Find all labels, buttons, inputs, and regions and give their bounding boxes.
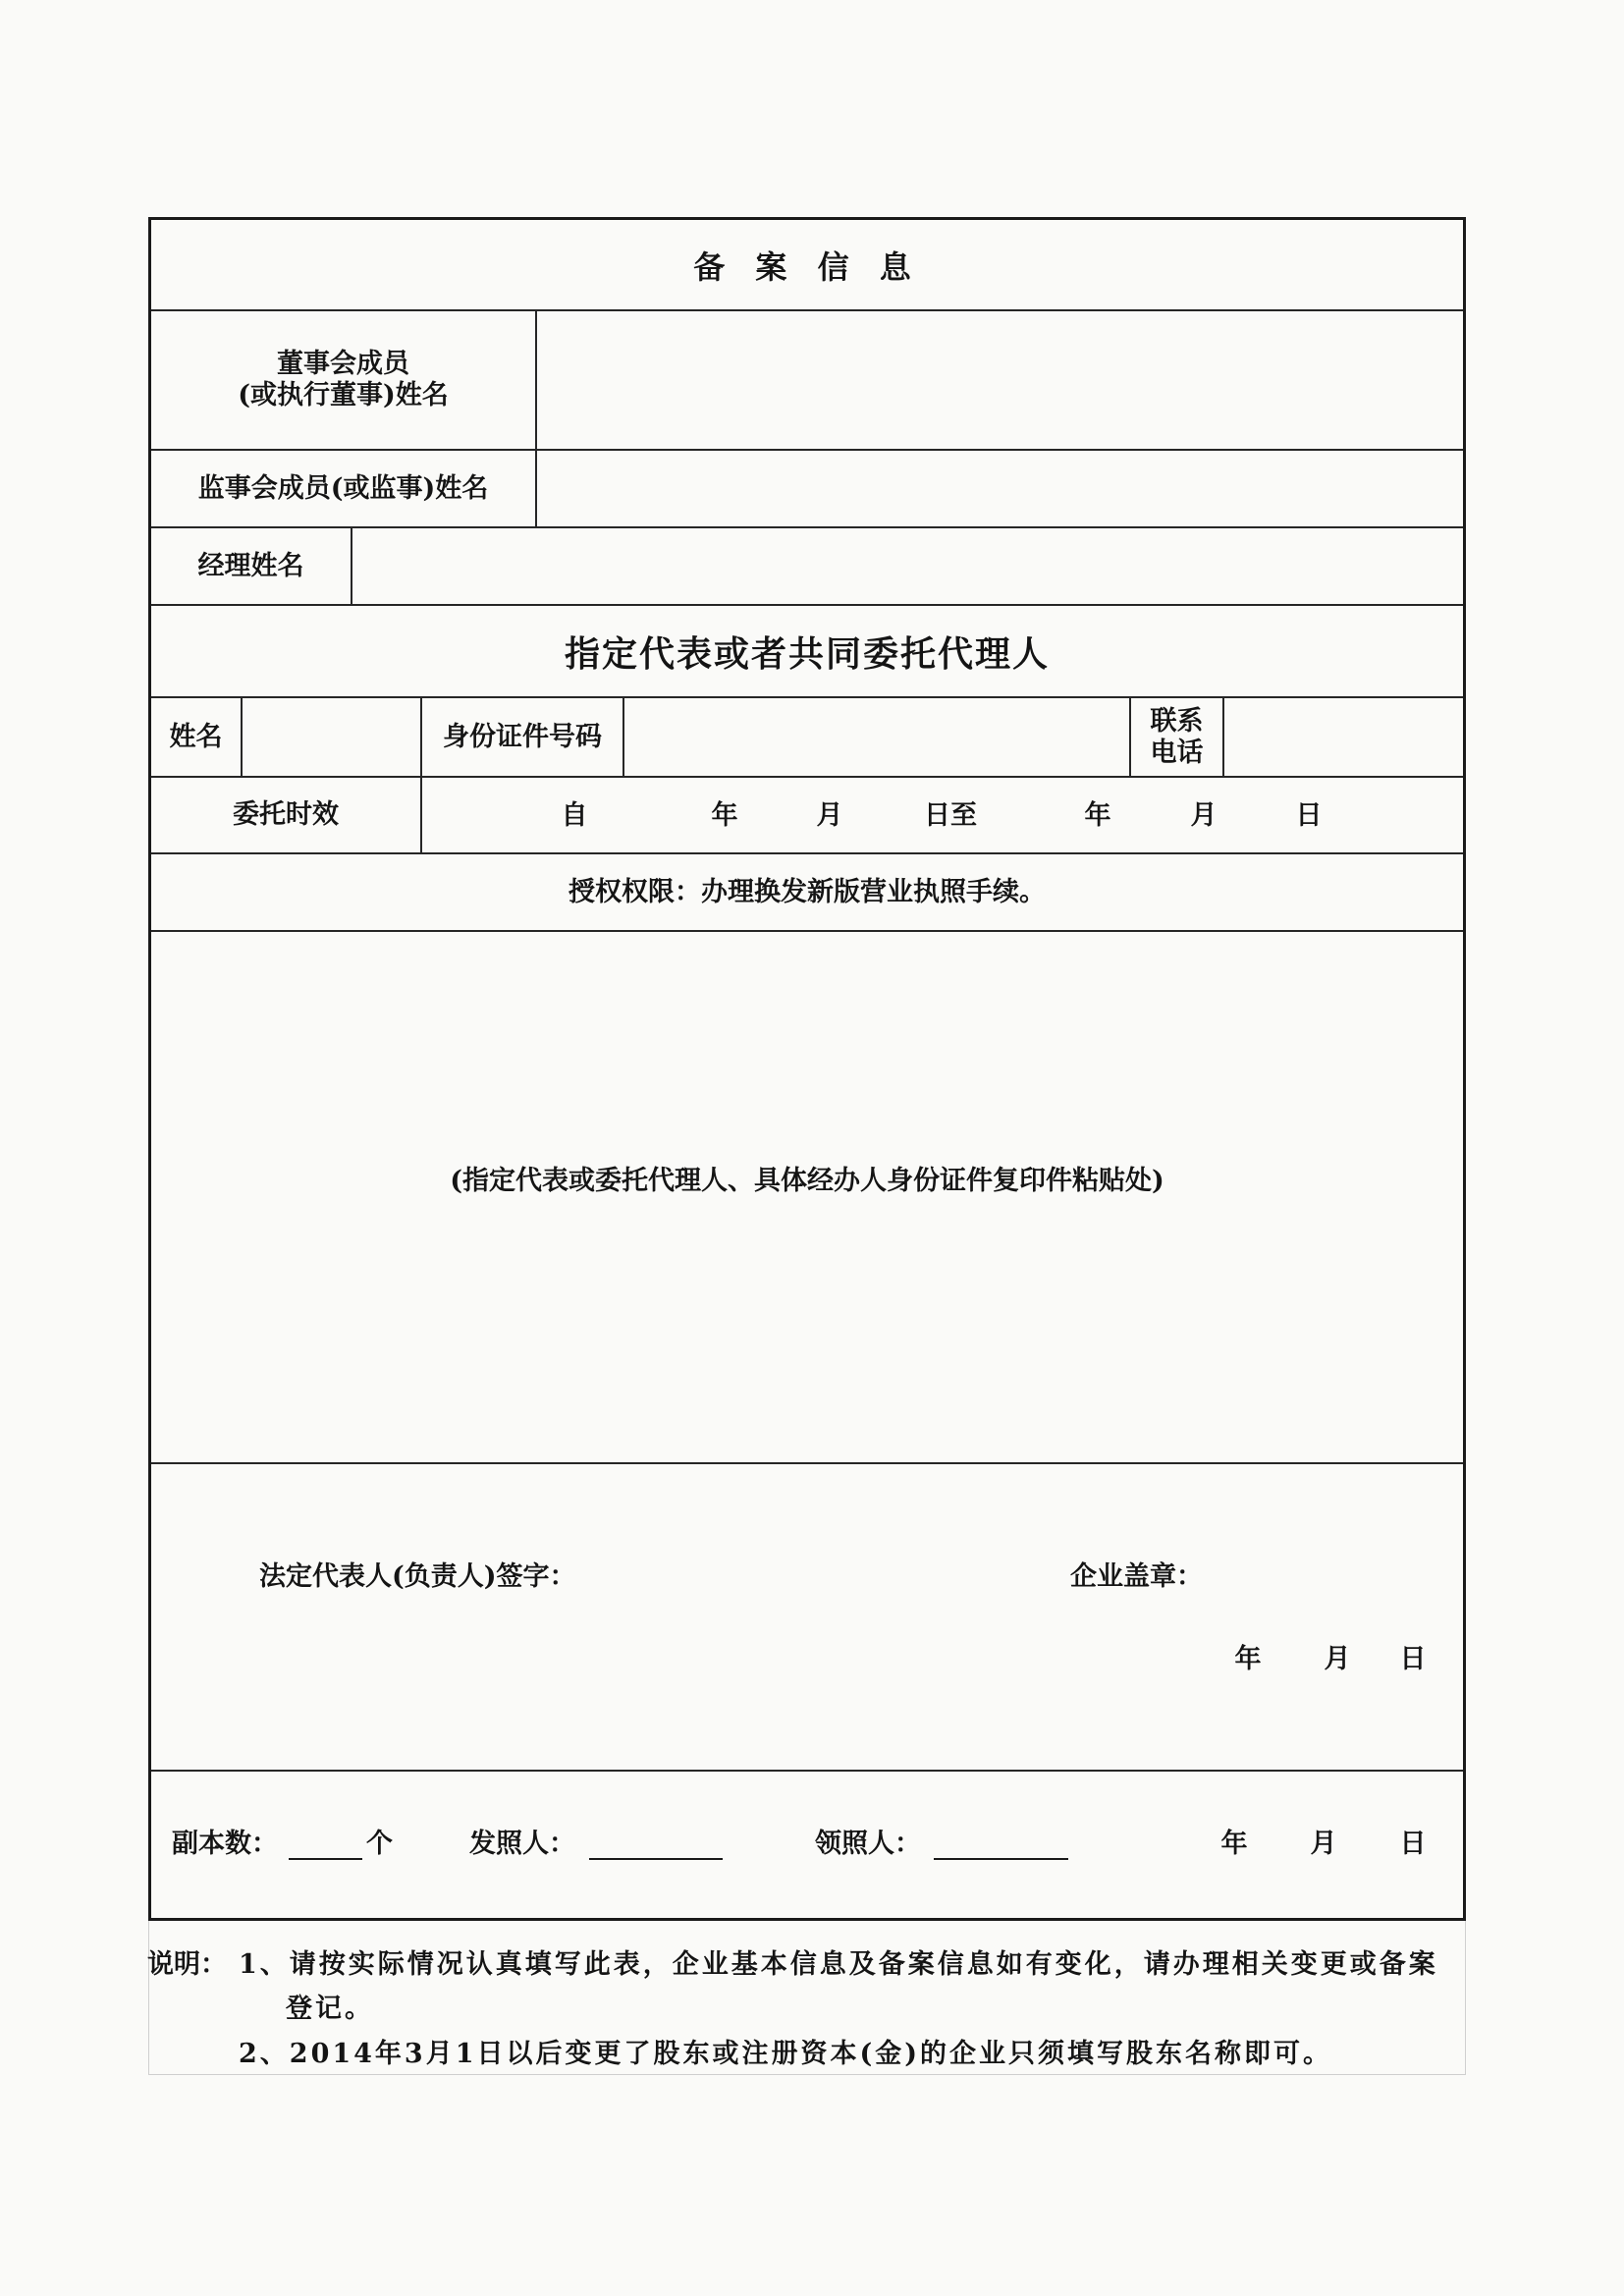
manager-label: 经理姓名 bbox=[197, 550, 304, 581]
id-copy-note: (指定代表或委托代理人、具体经办人身份证件复印件粘贴处) bbox=[450, 1166, 1164, 1196]
validity-to-year: 年 bbox=[1084, 800, 1111, 831]
id-copy-paste-area bbox=[151, 932, 1463, 1464]
filing-info-form bbox=[148, 217, 1466, 1921]
authority-row bbox=[151, 854, 1463, 932]
validity-from-month: 月 bbox=[816, 800, 843, 831]
validity-from-year: 年 bbox=[711, 800, 738, 831]
signature-day: 日 bbox=[1399, 1644, 1427, 1674]
issuer-label: 发照人： bbox=[469, 1829, 575, 1859]
validity-from: 自 bbox=[561, 800, 588, 831]
agent-name-label-cell bbox=[151, 698, 243, 776]
agent-id-label-cell bbox=[422, 698, 624, 776]
agent-heading-row bbox=[151, 606, 1463, 698]
issuance-row bbox=[151, 1772, 1463, 1918]
legal-rep-signature-label: 法定代表人(负责人)签字： bbox=[259, 1561, 576, 1592]
signature-area bbox=[151, 1464, 1463, 1772]
notes-item1-line2: 登记。 bbox=[286, 1994, 374, 2024]
supervisors-label-cell bbox=[151, 451, 537, 526]
notes-item1-line1: 1、请按实际情况认真填写此表，企业基本信息及备案信息如有变化，请办理相关变更或备案 bbox=[239, 1949, 1438, 1980]
agent-name-label: 姓名 bbox=[169, 721, 223, 752]
agent-name-field bbox=[243, 698, 422, 776]
directors-value-field bbox=[537, 311, 1463, 449]
agent-heading-cell bbox=[151, 606, 1463, 696]
agent-id-label: 身份证件号码 bbox=[443, 721, 602, 752]
signature-year: 年 bbox=[1234, 1644, 1262, 1674]
copies-unit: 个 bbox=[366, 1829, 393, 1859]
receiver-blank bbox=[934, 1831, 1068, 1860]
validity-from-day-to: 日至 bbox=[924, 800, 977, 831]
title-cell bbox=[151, 220, 1463, 309]
authority-cell bbox=[151, 854, 1463, 930]
agent-phone-field bbox=[1224, 698, 1463, 776]
agent-id-field bbox=[624, 698, 1131, 776]
supervisors-row bbox=[151, 451, 1463, 528]
validity-label: 委托时效 bbox=[233, 799, 339, 830]
copies-label: 副本数： bbox=[172, 1829, 278, 1859]
validity-row bbox=[151, 778, 1463, 854]
issuer-blank bbox=[589, 1831, 723, 1860]
section-title: 备 案 信 息 bbox=[693, 247, 921, 286]
issuance-day: 日 bbox=[1399, 1829, 1427, 1859]
directors-label-cell bbox=[151, 311, 537, 449]
directors-label-line2: (或执行董事)姓名 bbox=[238, 380, 449, 410]
title-row bbox=[151, 220, 1463, 311]
directors-row bbox=[151, 311, 1463, 451]
supervisors-value-field bbox=[537, 451, 1463, 526]
agent-info-row bbox=[151, 698, 1463, 778]
agent-heading: 指定代表或者共同委托代理人 bbox=[564, 632, 1050, 675]
agent-phone-label-line1: 联系 bbox=[1150, 705, 1204, 737]
validity-value-field bbox=[422, 778, 1463, 852]
manager-label-cell bbox=[151, 528, 352, 604]
supervisors-label: 监事会成员(或监事)姓名 bbox=[197, 472, 489, 504]
manager-value-field bbox=[352, 528, 1463, 604]
issuance-year: 年 bbox=[1220, 1829, 1248, 1859]
company-seal-label: 企业盖章： bbox=[1070, 1561, 1203, 1592]
agent-phone-label-line2: 电话 bbox=[1150, 737, 1204, 768]
agent-phone-label-cell bbox=[1131, 698, 1224, 776]
authority-text: 授权权限：办理换发新版营业执照手续。 bbox=[568, 876, 1046, 907]
directors-label-line1: 董事会成员 bbox=[277, 349, 409, 379]
copies-blank bbox=[289, 1831, 362, 1860]
notes-label: 说明： bbox=[147, 1949, 227, 1980]
signature-month: 月 bbox=[1324, 1644, 1351, 1674]
manager-row bbox=[151, 528, 1463, 606]
validity-to-day: 日 bbox=[1295, 800, 1323, 831]
validity-to-month: 月 bbox=[1190, 800, 1218, 831]
receiver-label: 领照人： bbox=[815, 1829, 921, 1859]
issuance-month: 月 bbox=[1310, 1829, 1337, 1859]
validity-label-cell bbox=[151, 778, 422, 852]
notes-item2: 2、2014年3月1日以后变更了股东或注册资本(金)的企业只须填写股东名称即可。 bbox=[239, 2039, 1333, 2069]
